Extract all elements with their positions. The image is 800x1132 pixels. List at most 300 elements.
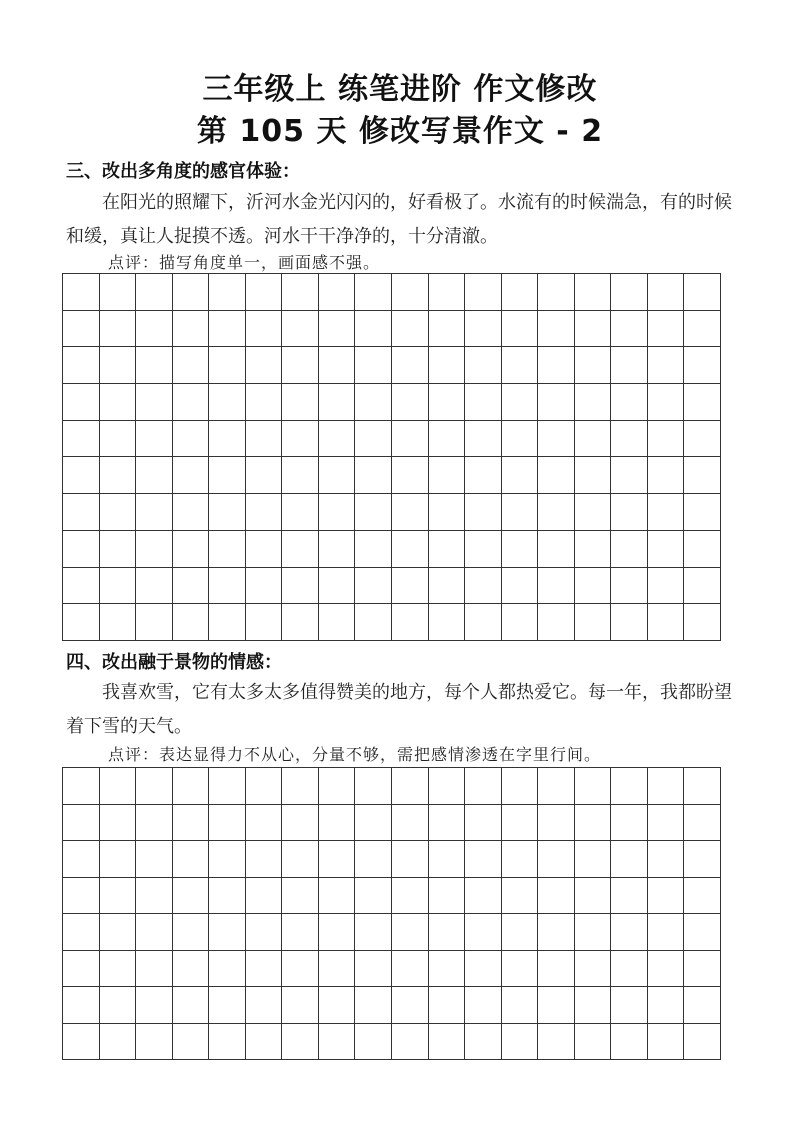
grid-cell[interactable] (538, 347, 575, 384)
grid-cell[interactable] (502, 384, 539, 421)
grid-cell[interactable] (392, 914, 429, 951)
grid-cell[interactable] (502, 457, 539, 494)
grid-cell[interactable] (209, 457, 246, 494)
grid-cell[interactable] (465, 841, 502, 878)
grid-cell[interactable] (684, 914, 721, 951)
grid-cell[interactable] (209, 987, 246, 1024)
grid-cell[interactable] (246, 457, 283, 494)
grid-cell[interactable] (392, 531, 429, 568)
grid-cell[interactable] (319, 805, 356, 842)
grid-cell[interactable] (648, 805, 685, 842)
grid-cell[interactable] (282, 311, 319, 348)
grid-cell[interactable] (648, 951, 685, 988)
grid-cell[interactable] (355, 457, 392, 494)
grid-cell[interactable] (355, 987, 392, 1024)
grid-cell[interactable] (465, 768, 502, 805)
grid-cell[interactable] (246, 914, 283, 951)
grid-cell[interactable] (282, 274, 319, 311)
grid-cell[interactable] (173, 1024, 210, 1061)
grid-cell[interactable] (319, 604, 356, 641)
grid-cell[interactable] (648, 987, 685, 1024)
grid-cell[interactable] (63, 951, 100, 988)
grid-cell[interactable] (209, 914, 246, 951)
grid-cell[interactable] (63, 384, 100, 421)
grid-cell[interactable] (684, 531, 721, 568)
grid-cell[interactable] (355, 841, 392, 878)
grid-cell[interactable] (465, 531, 502, 568)
grid-cell[interactable] (502, 531, 539, 568)
grid-cell[interactable] (538, 805, 575, 842)
grid-cell[interactable] (502, 568, 539, 605)
grid-cell[interactable] (575, 914, 612, 951)
grid-cell[interactable] (209, 604, 246, 641)
grid-cell[interactable] (246, 951, 283, 988)
grid-cell[interactable] (429, 494, 466, 531)
grid-cell[interactable] (136, 274, 173, 311)
grid-cell[interactable] (319, 384, 356, 421)
grid-cell[interactable] (319, 311, 356, 348)
grid-cell[interactable] (575, 384, 612, 421)
grid-cell[interactable] (648, 531, 685, 568)
grid-cell[interactable] (100, 768, 137, 805)
grid-cell[interactable] (136, 494, 173, 531)
grid-cell[interactable] (392, 384, 429, 421)
grid-cell[interactable] (538, 1024, 575, 1061)
grid-cell[interactable] (429, 384, 466, 421)
grid-cell[interactable] (319, 951, 356, 988)
grid-cell[interactable] (538, 421, 575, 458)
grid-cell[interactable] (575, 421, 612, 458)
grid-cell[interactable] (684, 604, 721, 641)
grid-cell[interactable] (429, 568, 466, 605)
grid-cell[interactable] (63, 841, 100, 878)
grid-cell[interactable] (282, 805, 319, 842)
grid-cell[interactable] (392, 311, 429, 348)
grid-cell[interactable] (136, 421, 173, 458)
grid-cell[interactable] (611, 841, 648, 878)
grid-cell[interactable] (63, 274, 100, 311)
grid-cell[interactable] (136, 987, 173, 1024)
grid-cell[interactable] (173, 421, 210, 458)
grid-cell[interactable] (538, 604, 575, 641)
grid-cell[interactable] (465, 494, 502, 531)
grid-cell[interactable] (319, 457, 356, 494)
grid-cell[interactable] (465, 568, 502, 605)
grid-cell[interactable] (392, 987, 429, 1024)
grid-cell[interactable] (611, 347, 648, 384)
grid-cell[interactable] (502, 805, 539, 842)
grid-cell[interactable] (355, 805, 392, 842)
grid-cell[interactable] (319, 768, 356, 805)
grid-cell[interactable] (648, 384, 685, 421)
grid-cell[interactable] (136, 311, 173, 348)
grid-cell[interactable] (611, 878, 648, 915)
grid-cell[interactable] (429, 805, 466, 842)
grid-cell[interactable] (429, 878, 466, 915)
grid-cell[interactable] (209, 768, 246, 805)
grid-cell[interactable] (246, 421, 283, 458)
grid-cell[interactable] (355, 878, 392, 915)
grid-cell[interactable] (502, 494, 539, 531)
grid-cell[interactable] (429, 914, 466, 951)
grid-cell[interactable] (611, 914, 648, 951)
grid-cell[interactable] (319, 531, 356, 568)
grid-cell[interactable] (246, 384, 283, 421)
grid-cell[interactable] (282, 494, 319, 531)
grid-cell[interactable] (611, 311, 648, 348)
grid-cell[interactable] (648, 878, 685, 915)
grid-cell[interactable] (355, 384, 392, 421)
grid-cell[interactable] (465, 384, 502, 421)
grid-cell[interactable] (611, 457, 648, 494)
grid-cell[interactable] (465, 1024, 502, 1061)
grid-cell[interactable] (100, 987, 137, 1024)
grid-cell[interactable] (63, 494, 100, 531)
grid-cell[interactable] (575, 805, 612, 842)
grid-cell[interactable] (538, 384, 575, 421)
grid-cell[interactable] (392, 347, 429, 384)
grid-cell[interactable] (63, 531, 100, 568)
grid-cell[interactable] (611, 274, 648, 311)
grid-cell[interactable] (538, 951, 575, 988)
grid-cell[interactable] (282, 604, 319, 641)
grid-cell[interactable] (429, 841, 466, 878)
grid-cell[interactable] (209, 494, 246, 531)
grid-cell[interactable] (173, 878, 210, 915)
grid-cell[interactable] (392, 457, 429, 494)
grid-cell[interactable] (575, 951, 612, 988)
grid-cell[interactable] (684, 568, 721, 605)
grid-cell[interactable] (538, 914, 575, 951)
grid-cell[interactable] (209, 531, 246, 568)
grid-cell[interactable] (538, 878, 575, 915)
grid-cell[interactable] (319, 274, 356, 311)
grid-cell[interactable] (684, 951, 721, 988)
grid-cell[interactable] (538, 531, 575, 568)
grid-cell[interactable] (575, 274, 612, 311)
grid-cell[interactable] (355, 494, 392, 531)
grid-cell[interactable] (63, 347, 100, 384)
grid-cell[interactable] (100, 531, 137, 568)
grid-cell[interactable] (173, 914, 210, 951)
grid-cell[interactable] (63, 768, 100, 805)
grid-cell[interactable] (575, 568, 612, 605)
grid-cell[interactable] (429, 987, 466, 1024)
grid-cell[interactable] (575, 604, 612, 641)
grid-cell[interactable] (502, 951, 539, 988)
grid-cell[interactable] (502, 311, 539, 348)
grid-cell[interactable] (465, 951, 502, 988)
grid-cell[interactable] (611, 987, 648, 1024)
grid-cell[interactable] (173, 384, 210, 421)
grid-cell[interactable] (319, 568, 356, 605)
grid-cell[interactable] (282, 914, 319, 951)
grid-cell[interactable] (648, 841, 685, 878)
grid-cell[interactable] (209, 568, 246, 605)
grid-cell[interactable] (173, 347, 210, 384)
grid-cell[interactable] (648, 494, 685, 531)
grid-cell[interactable] (611, 421, 648, 458)
grid-cell[interactable] (319, 987, 356, 1024)
grid-cell[interactable] (209, 311, 246, 348)
grid-cell[interactable] (648, 311, 685, 348)
grid-cell[interactable] (392, 1024, 429, 1061)
grid-cell[interactable] (684, 421, 721, 458)
grid-cell[interactable] (648, 768, 685, 805)
grid-cell[interactable] (246, 604, 283, 641)
grid-cell[interactable] (538, 274, 575, 311)
grid-cell[interactable] (173, 951, 210, 988)
grid-cell[interactable] (575, 347, 612, 384)
grid-cell[interactable] (502, 274, 539, 311)
grid-cell[interactable] (209, 421, 246, 458)
grid-cell[interactable] (136, 841, 173, 878)
grid-cell[interactable] (63, 914, 100, 951)
grid-cell[interactable] (246, 494, 283, 531)
grid-cell[interactable] (538, 311, 575, 348)
grid-cell[interactable] (100, 805, 137, 842)
grid-cell[interactable] (282, 987, 319, 1024)
grid-cell[interactable] (100, 604, 137, 641)
grid-cell[interactable] (611, 1024, 648, 1061)
grid-cell[interactable] (684, 274, 721, 311)
grid-cell[interactable] (173, 494, 210, 531)
grid-cell[interactable] (173, 311, 210, 348)
grid-cell[interactable] (136, 531, 173, 568)
grid-cell[interactable] (136, 568, 173, 605)
grid-cell[interactable] (502, 347, 539, 384)
grid-cell[interactable] (63, 311, 100, 348)
grid-cell[interactable] (538, 841, 575, 878)
grid-cell[interactable] (355, 951, 392, 988)
grid-cell[interactable] (136, 914, 173, 951)
grid-cell[interactable] (100, 878, 137, 915)
grid-cell[interactable] (100, 457, 137, 494)
grid-cell[interactable] (684, 1024, 721, 1061)
writing-grid-1[interactable] (62, 273, 721, 641)
grid-cell[interactable] (246, 1024, 283, 1061)
grid-cell[interactable] (136, 604, 173, 641)
grid-cell[interactable] (173, 805, 210, 842)
grid-cell[interactable] (136, 878, 173, 915)
grid-cell[interactable] (538, 457, 575, 494)
grid-cell[interactable] (63, 987, 100, 1024)
writing-grid-2[interactable] (62, 767, 721, 1060)
grid-cell[interactable] (246, 274, 283, 311)
grid-cell[interactable] (100, 1024, 137, 1061)
grid-cell[interactable] (611, 604, 648, 641)
grid-cell[interactable] (246, 841, 283, 878)
grid-cell[interactable] (648, 421, 685, 458)
grid-cell[interactable] (684, 457, 721, 494)
grid-cell[interactable] (465, 805, 502, 842)
grid-cell[interactable] (429, 604, 466, 641)
grid-cell[interactable] (319, 421, 356, 458)
grid-cell[interactable] (355, 531, 392, 568)
grid-cell[interactable] (684, 384, 721, 421)
grid-cell[interactable] (209, 347, 246, 384)
grid-cell[interactable] (209, 805, 246, 842)
grid-cell[interactable] (246, 805, 283, 842)
grid-cell[interactable] (100, 951, 137, 988)
grid-cell[interactable] (392, 841, 429, 878)
grid-cell[interactable] (648, 347, 685, 384)
grid-cell[interactable] (684, 805, 721, 842)
grid-cell[interactable] (392, 768, 429, 805)
grid-cell[interactable] (575, 768, 612, 805)
grid-cell[interactable] (319, 1024, 356, 1061)
grid-cell[interactable] (355, 768, 392, 805)
grid-cell[interactable] (100, 384, 137, 421)
grid-cell[interactable] (282, 384, 319, 421)
grid-cell[interactable] (136, 347, 173, 384)
grid-cell[interactable] (684, 878, 721, 915)
grid-cell[interactable] (429, 768, 466, 805)
grid-cell[interactable] (392, 421, 429, 458)
grid-cell[interactable] (282, 421, 319, 458)
grid-cell[interactable] (538, 987, 575, 1024)
grid-cell[interactable] (392, 951, 429, 988)
grid-cell[interactable] (100, 274, 137, 311)
grid-cell[interactable] (611, 494, 648, 531)
grid-cell[interactable] (282, 1024, 319, 1061)
grid-cell[interactable] (392, 568, 429, 605)
grid-cell[interactable] (392, 274, 429, 311)
grid-cell[interactable] (429, 1024, 466, 1061)
grid-cell[interactable] (502, 768, 539, 805)
grid-cell[interactable] (648, 1024, 685, 1061)
grid-cell[interactable] (319, 841, 356, 878)
grid-cell[interactable] (282, 768, 319, 805)
grid-cell[interactable] (282, 347, 319, 384)
grid-cell[interactable] (63, 457, 100, 494)
grid-cell[interactable] (648, 604, 685, 641)
grid-cell[interactable] (538, 568, 575, 605)
grid-cell[interactable] (63, 1024, 100, 1061)
grid-cell[interactable] (173, 987, 210, 1024)
grid-cell[interactable] (648, 274, 685, 311)
grid-cell[interactable] (246, 878, 283, 915)
grid-cell[interactable] (173, 531, 210, 568)
grid-cell[interactable] (575, 531, 612, 568)
grid-cell[interactable] (173, 604, 210, 641)
grid-cell[interactable] (63, 421, 100, 458)
grid-cell[interactable] (282, 531, 319, 568)
grid-cell[interactable] (136, 768, 173, 805)
grid-cell[interactable] (100, 347, 137, 384)
grid-cell[interactable] (502, 604, 539, 641)
grid-cell[interactable] (246, 531, 283, 568)
grid-cell[interactable] (209, 384, 246, 421)
grid-cell[interactable] (63, 878, 100, 915)
grid-cell[interactable] (282, 568, 319, 605)
grid-cell[interactable] (246, 568, 283, 605)
grid-cell[interactable] (502, 914, 539, 951)
grid-cell[interactable] (136, 805, 173, 842)
grid-cell[interactable] (209, 1024, 246, 1061)
grid-cell[interactable] (429, 421, 466, 458)
grid-cell[interactable] (611, 568, 648, 605)
grid-cell[interactable] (63, 568, 100, 605)
grid-cell[interactable] (246, 987, 283, 1024)
grid-cell[interactable] (465, 347, 502, 384)
grid-cell[interactable] (136, 457, 173, 494)
grid-cell[interactable] (575, 841, 612, 878)
grid-cell[interactable] (319, 494, 356, 531)
grid-cell[interactable] (209, 951, 246, 988)
grid-cell[interactable] (100, 914, 137, 951)
grid-cell[interactable] (392, 604, 429, 641)
grid-cell[interactable] (282, 457, 319, 494)
grid-cell[interactable] (355, 311, 392, 348)
grid-cell[interactable] (611, 531, 648, 568)
grid-cell[interactable] (502, 841, 539, 878)
grid-cell[interactable] (355, 568, 392, 605)
grid-cell[interactable] (136, 951, 173, 988)
grid-cell[interactable] (429, 531, 466, 568)
grid-cell[interactable] (465, 914, 502, 951)
grid-cell[interactable] (575, 311, 612, 348)
grid-cell[interactable] (392, 494, 429, 531)
grid-cell[interactable] (100, 421, 137, 458)
grid-cell[interactable] (538, 768, 575, 805)
grid-cell[interactable] (63, 805, 100, 842)
grid-cell[interactable] (465, 421, 502, 458)
grid-cell[interactable] (575, 457, 612, 494)
grid-cell[interactable] (63, 604, 100, 641)
grid-cell[interactable] (684, 768, 721, 805)
grid-cell[interactable] (173, 274, 210, 311)
grid-cell[interactable] (282, 841, 319, 878)
grid-cell[interactable] (246, 768, 283, 805)
grid-cell[interactable] (611, 384, 648, 421)
grid-cell[interactable] (575, 1024, 612, 1061)
grid-cell[interactable] (575, 987, 612, 1024)
grid-cell[interactable] (429, 347, 466, 384)
grid-cell[interactable] (319, 347, 356, 384)
grid-cell[interactable] (684, 494, 721, 531)
grid-cell[interactable] (575, 494, 612, 531)
grid-cell[interactable] (465, 457, 502, 494)
grid-cell[interactable] (173, 768, 210, 805)
grid-cell[interactable] (429, 951, 466, 988)
grid-cell[interactable] (136, 1024, 173, 1061)
grid-cell[interactable] (429, 311, 466, 348)
grid-cell[interactable] (648, 914, 685, 951)
grid-cell[interactable] (100, 841, 137, 878)
grid-cell[interactable] (173, 457, 210, 494)
grid-cell[interactable] (611, 805, 648, 842)
grid-cell[interactable] (465, 604, 502, 641)
grid-cell[interactable] (502, 878, 539, 915)
grid-cell[interactable] (282, 951, 319, 988)
grid-cell[interactable] (355, 347, 392, 384)
grid-cell[interactable] (246, 311, 283, 348)
grid-cell[interactable] (684, 311, 721, 348)
grid-cell[interactable] (282, 878, 319, 915)
grid-cell[interactable] (173, 841, 210, 878)
grid-cell[interactable] (429, 274, 466, 311)
grid-cell[interactable] (502, 421, 539, 458)
grid-cell[interactable] (502, 987, 539, 1024)
grid-cell[interactable] (100, 568, 137, 605)
grid-cell[interactable] (136, 384, 173, 421)
grid-cell[interactable] (684, 987, 721, 1024)
grid-cell[interactable] (209, 274, 246, 311)
grid-cell[interactable] (575, 878, 612, 915)
grid-cell[interactable] (392, 805, 429, 842)
grid-cell[interactable] (465, 987, 502, 1024)
